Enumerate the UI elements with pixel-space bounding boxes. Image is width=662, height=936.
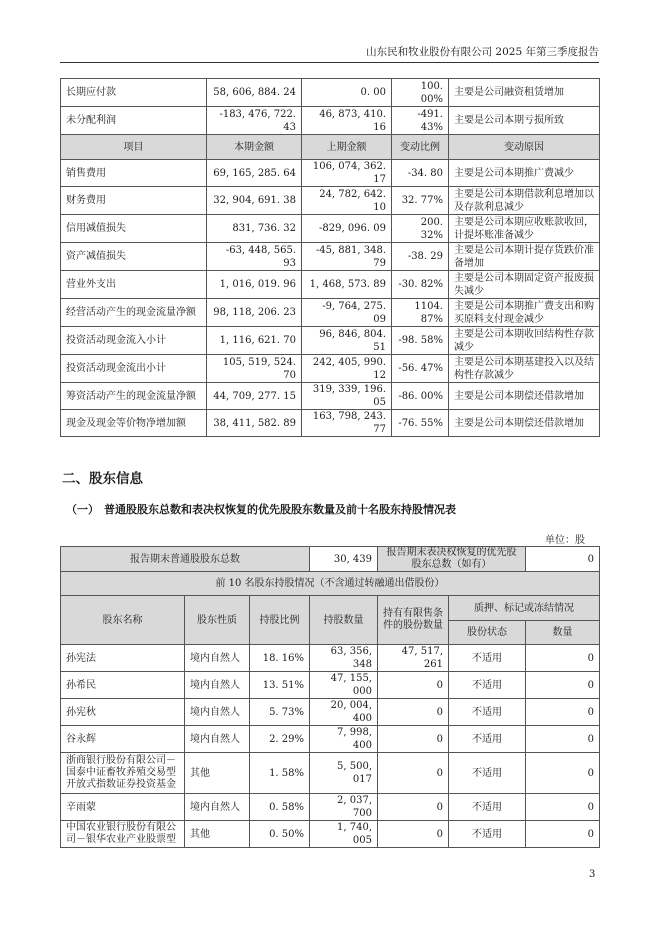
current-amount-cell: 58, 606, 884. 24 [207,79,302,107]
change-reason-cell: 主要是公司本期亏损所致 [449,107,600,135]
current-amount-cell: 831, 736. 32 [207,215,302,243]
current-amount-cell: 32, 904, 691. 38 [207,187,302,215]
table-row [61,383,600,410]
top10-title: 前 10 名股东持股情况（不含通过转融通出借股份） [61,572,600,596]
header-ratio: 持股比例 [250,596,310,645]
holder-ratio-cell: 0. 50% [250,821,310,848]
holder-status-cell: 不适用 [449,645,526,672]
table-row [61,160,600,187]
change-ratio-cell: 100. 00% [392,79,449,107]
holder-name-cell: 孙宪秋 [61,699,185,726]
change-reason-cell: 主要是公司本期借款利息增加以及存款利息减少 [449,187,600,215]
previous-amount-cell: 96, 846, 804. 51 [302,327,392,355]
table-row [61,79,600,107]
unit-label: 单位：股 [545,535,585,546]
subsection-index: （一） [66,503,99,516]
holder-nature-cell: 其他 [185,753,250,794]
current-amount-cell: 1, 116, 621. 70 [207,327,302,355]
holder-status-cell: 不适用 [449,794,526,821]
holder-nature-cell: 其他 [185,821,250,848]
change-ratio-cell: -34. 80 [392,160,449,187]
header-pledge: 质押、标记或冻结情况 [449,596,600,621]
current-amount-cell: -63, 448, 565. 93 [207,243,302,271]
financial-changes-table [60,78,600,437]
table-row [61,699,600,726]
holder-restricted-cell: 0 [378,753,449,794]
holder-ratio-cell: 5. 73% [250,699,310,726]
header-name: 股东名称 [61,596,185,645]
header-reason: 变动原因 [449,135,600,160]
item-cell: 财务费用 [61,187,207,215]
holder-quantity-cell: 0 [526,645,600,672]
holder-nature-cell: 境内自然人 [185,726,250,753]
holder-status-cell: 不适用 [449,699,526,726]
table-row [61,753,600,794]
change-reason-cell: 主要是公司本期收回结构性存款减少 [449,327,600,355]
holder-ratio-cell: 18. 16% [250,645,310,672]
previous-amount-cell: 242, 405, 990. 12 [302,355,392,383]
change-reason-cell: 主要是公司本期计提存货跌价准备增加 [449,243,600,271]
total-holders-value: 30, 439 [310,547,378,572]
item-cell: 筹资活动产生的现金流量净额 [61,383,207,410]
pref-holders-value: 0 [526,547,600,572]
previous-amount-cell: -9, 764, 275. 09 [302,299,392,327]
holder-ratio-cell: 0. 58% [250,794,310,821]
pref-holders-label: 报告期末表决权恢复的优先股股东总数（如有） [378,547,526,572]
table-row [61,215,600,243]
holder-name-cell: 中国农业银行股份有限公司－银华农业产业股票型 [61,821,185,848]
header-nature: 股东性质 [185,596,250,645]
header-status: 股份状态 [449,621,526,645]
previous-amount-cell: -829, 096. 09 [302,215,392,243]
current-amount-cell: 105, 519, 524. 70 [207,355,302,383]
table-row [61,821,600,848]
top-rows [61,79,600,437]
shareholders-table [60,546,600,848]
previous-amount-cell: 46, 873, 410. 16 [302,107,392,135]
holder-ratio-cell: 1. 58% [250,753,310,794]
holder-quantity-cell: 0 [526,672,600,699]
table-row [61,271,600,299]
change-ratio-cell: -56. 47% [392,355,449,383]
total-holders-label: 报告期末普通股股东总数 [61,547,310,572]
table-row [61,794,600,821]
item-cell: 现金及现金等价物净增加额 [61,410,207,437]
subsection-title [66,501,456,517]
header-item: 项目 [61,135,207,160]
item-cell: 信用减值损失 [61,215,207,243]
current-amount-cell: 69, 165, 285. 64 [207,160,302,187]
holder-status-cell: 不适用 [449,821,526,848]
previous-amount-cell: 163, 798, 243. 77 [302,410,392,437]
holder-name-cell: 浙商银行股份有限公司－国泰中证畜牧养殖交易型开放式指数证券投资基金 [61,753,185,794]
table-row [61,726,600,753]
holder-quantity-cell: 0 [526,753,600,794]
item-cell: 资产减值损失 [61,243,207,271]
current-amount-cell: 1, 016, 019. 96 [207,271,302,299]
table-row [61,410,600,437]
change-reason-cell: 主要是公司本期偿还借款增加 [449,410,600,437]
item-cell: 经营活动产生的现金流量净额 [61,299,207,327]
current-amount-cell: 44, 709, 277. 15 [207,383,302,410]
holder-count-cell: 5, 500, 017 [310,753,378,794]
item-cell: 长期应付款 [61,79,207,107]
holder-count-cell: 63, 356, 348 [310,645,378,672]
holder-count-cell: 2, 037, 700 [310,794,378,821]
change-ratio-cell: 1104. 87% [392,299,449,327]
table-row [61,327,600,355]
holder-quantity-cell: 0 [526,821,600,848]
change-reason-cell: 主要是公司本期推广费减少 [449,160,600,187]
header-restricted: 持有有限售条件的股份数量 [378,596,449,645]
table-row [61,299,600,327]
holder-name-cell: 谷永辉 [61,726,185,753]
top10-title-row [61,572,600,596]
holder-count-cell: 1, 740, 005 [310,821,378,848]
table-row [61,672,600,699]
header-ratio: 变动比例 [392,135,449,160]
holder-count-cell: 47, 155, 000 [310,672,378,699]
table-row [61,645,600,672]
holder-name-cell: 孙宪法 [61,645,185,672]
header-current: 本期金额 [207,135,302,160]
holder-count-cell: 7, 998, 400 [310,726,378,753]
holder-status-cell: 不适用 [449,672,526,699]
section-title: 二、股东信息 [62,471,143,487]
change-ratio-cell: -38. 29 [392,243,449,271]
item-cell: 未分配利润 [61,107,207,135]
previous-amount-cell: 24, 782, 642. 10 [302,187,392,215]
holder-count-cell: 20, 004, 400 [310,699,378,726]
change-reason-cell: 主要是公司本期偿还借款增加 [449,383,600,410]
change-ratio-cell: -98. 58% [392,327,449,355]
holder-nature-cell: 境内自然人 [185,645,250,672]
table-header-row [61,135,600,160]
holder-restricted-cell: 0 [378,821,449,848]
previous-amount-cell: 106, 074, 362. 17 [302,160,392,187]
table-row [61,107,600,135]
change-ratio-cell: -76. 55% [392,410,449,437]
holder-name-cell: 孙希民 [61,672,185,699]
header-count: 持股数量 [310,596,378,645]
current-amount-cell: -183, 476, 722. 43 [207,107,302,135]
page-number: 3 [589,869,596,880]
change-reason-cell: 主要是公司本期应收账款收回，计提坏账准备减少 [449,215,600,243]
previous-amount-cell: -45, 881, 348. 79 [302,243,392,271]
previous-amount-cell: 0. 00 [302,79,392,107]
holder-quantity-cell: 0 [526,794,600,821]
holder-restricted-cell: 0 [378,794,449,821]
holder-restricted-cell: 0 [378,672,449,699]
change-ratio-cell: 200. 32% [392,215,449,243]
change-reason-cell: 主要是公司本期推广费支出和购买原料支付现金减少 [449,299,600,327]
subsection-text: 普通股股东总数和表决权恢复的优先股股东数量及前十名股东持股情况表 [104,503,456,516]
change-reason-cell: 主要是公司本期基建投入以及结构性存款减少 [449,355,600,383]
change-ratio-cell: -86. 00% [392,383,449,410]
header-previous: 上期金额 [302,135,392,160]
holder-nature-cell: 境内自然人 [185,794,250,821]
item-cell: 营业外支出 [61,271,207,299]
holder-status-cell: 不适用 [449,726,526,753]
item-cell: 投资活动现金流出小计 [61,355,207,383]
holder-nature-cell: 境内自然人 [185,672,250,699]
header-quantity: 数量 [526,621,600,645]
current-amount-cell: 98, 118, 206. 23 [207,299,302,327]
report-header: 山东民和牧业股份有限公司 2025 年第三季度报告 [60,44,599,63]
holder-ratio-cell: 13. 51% [250,672,310,699]
table-row [61,355,600,383]
table-header-row [61,596,600,621]
current-amount-cell: 38, 411, 582. 89 [207,410,302,437]
holder-nature-cell: 境内自然人 [185,699,250,726]
holder-restricted-cell: 47, 517, 261 [378,645,449,672]
change-ratio-cell: 32. 77% [392,187,449,215]
table-row [61,243,600,271]
previous-amount-cell: 1, 468, 573. 89 [302,271,392,299]
change-ratio-cell: -30. 82% [392,271,449,299]
holder-ratio-cell: 2. 29% [250,726,310,753]
holder-quantity-cell: 0 [526,726,600,753]
holder-quantity-cell: 0 [526,699,600,726]
change-reason-cell: 主要是公司融资租赁增加 [449,79,600,107]
holder-restricted-cell: 0 [378,699,449,726]
holder-restricted-cell: 0 [378,726,449,753]
change-reason-cell: 主要是公司本期固定资产报废损失减少 [449,271,600,299]
previous-amount-cell: 319, 339, 196. 05 [302,383,392,410]
table-row [61,187,600,215]
item-cell: 销售费用 [61,160,207,187]
holder-name-cell: 辛雨蒙 [61,794,185,821]
holder-status-cell: 不适用 [449,753,526,794]
item-cell: 投资活动现金流入小计 [61,327,207,355]
change-ratio-cell: -491. 43% [392,107,449,135]
summary-row [61,547,600,572]
